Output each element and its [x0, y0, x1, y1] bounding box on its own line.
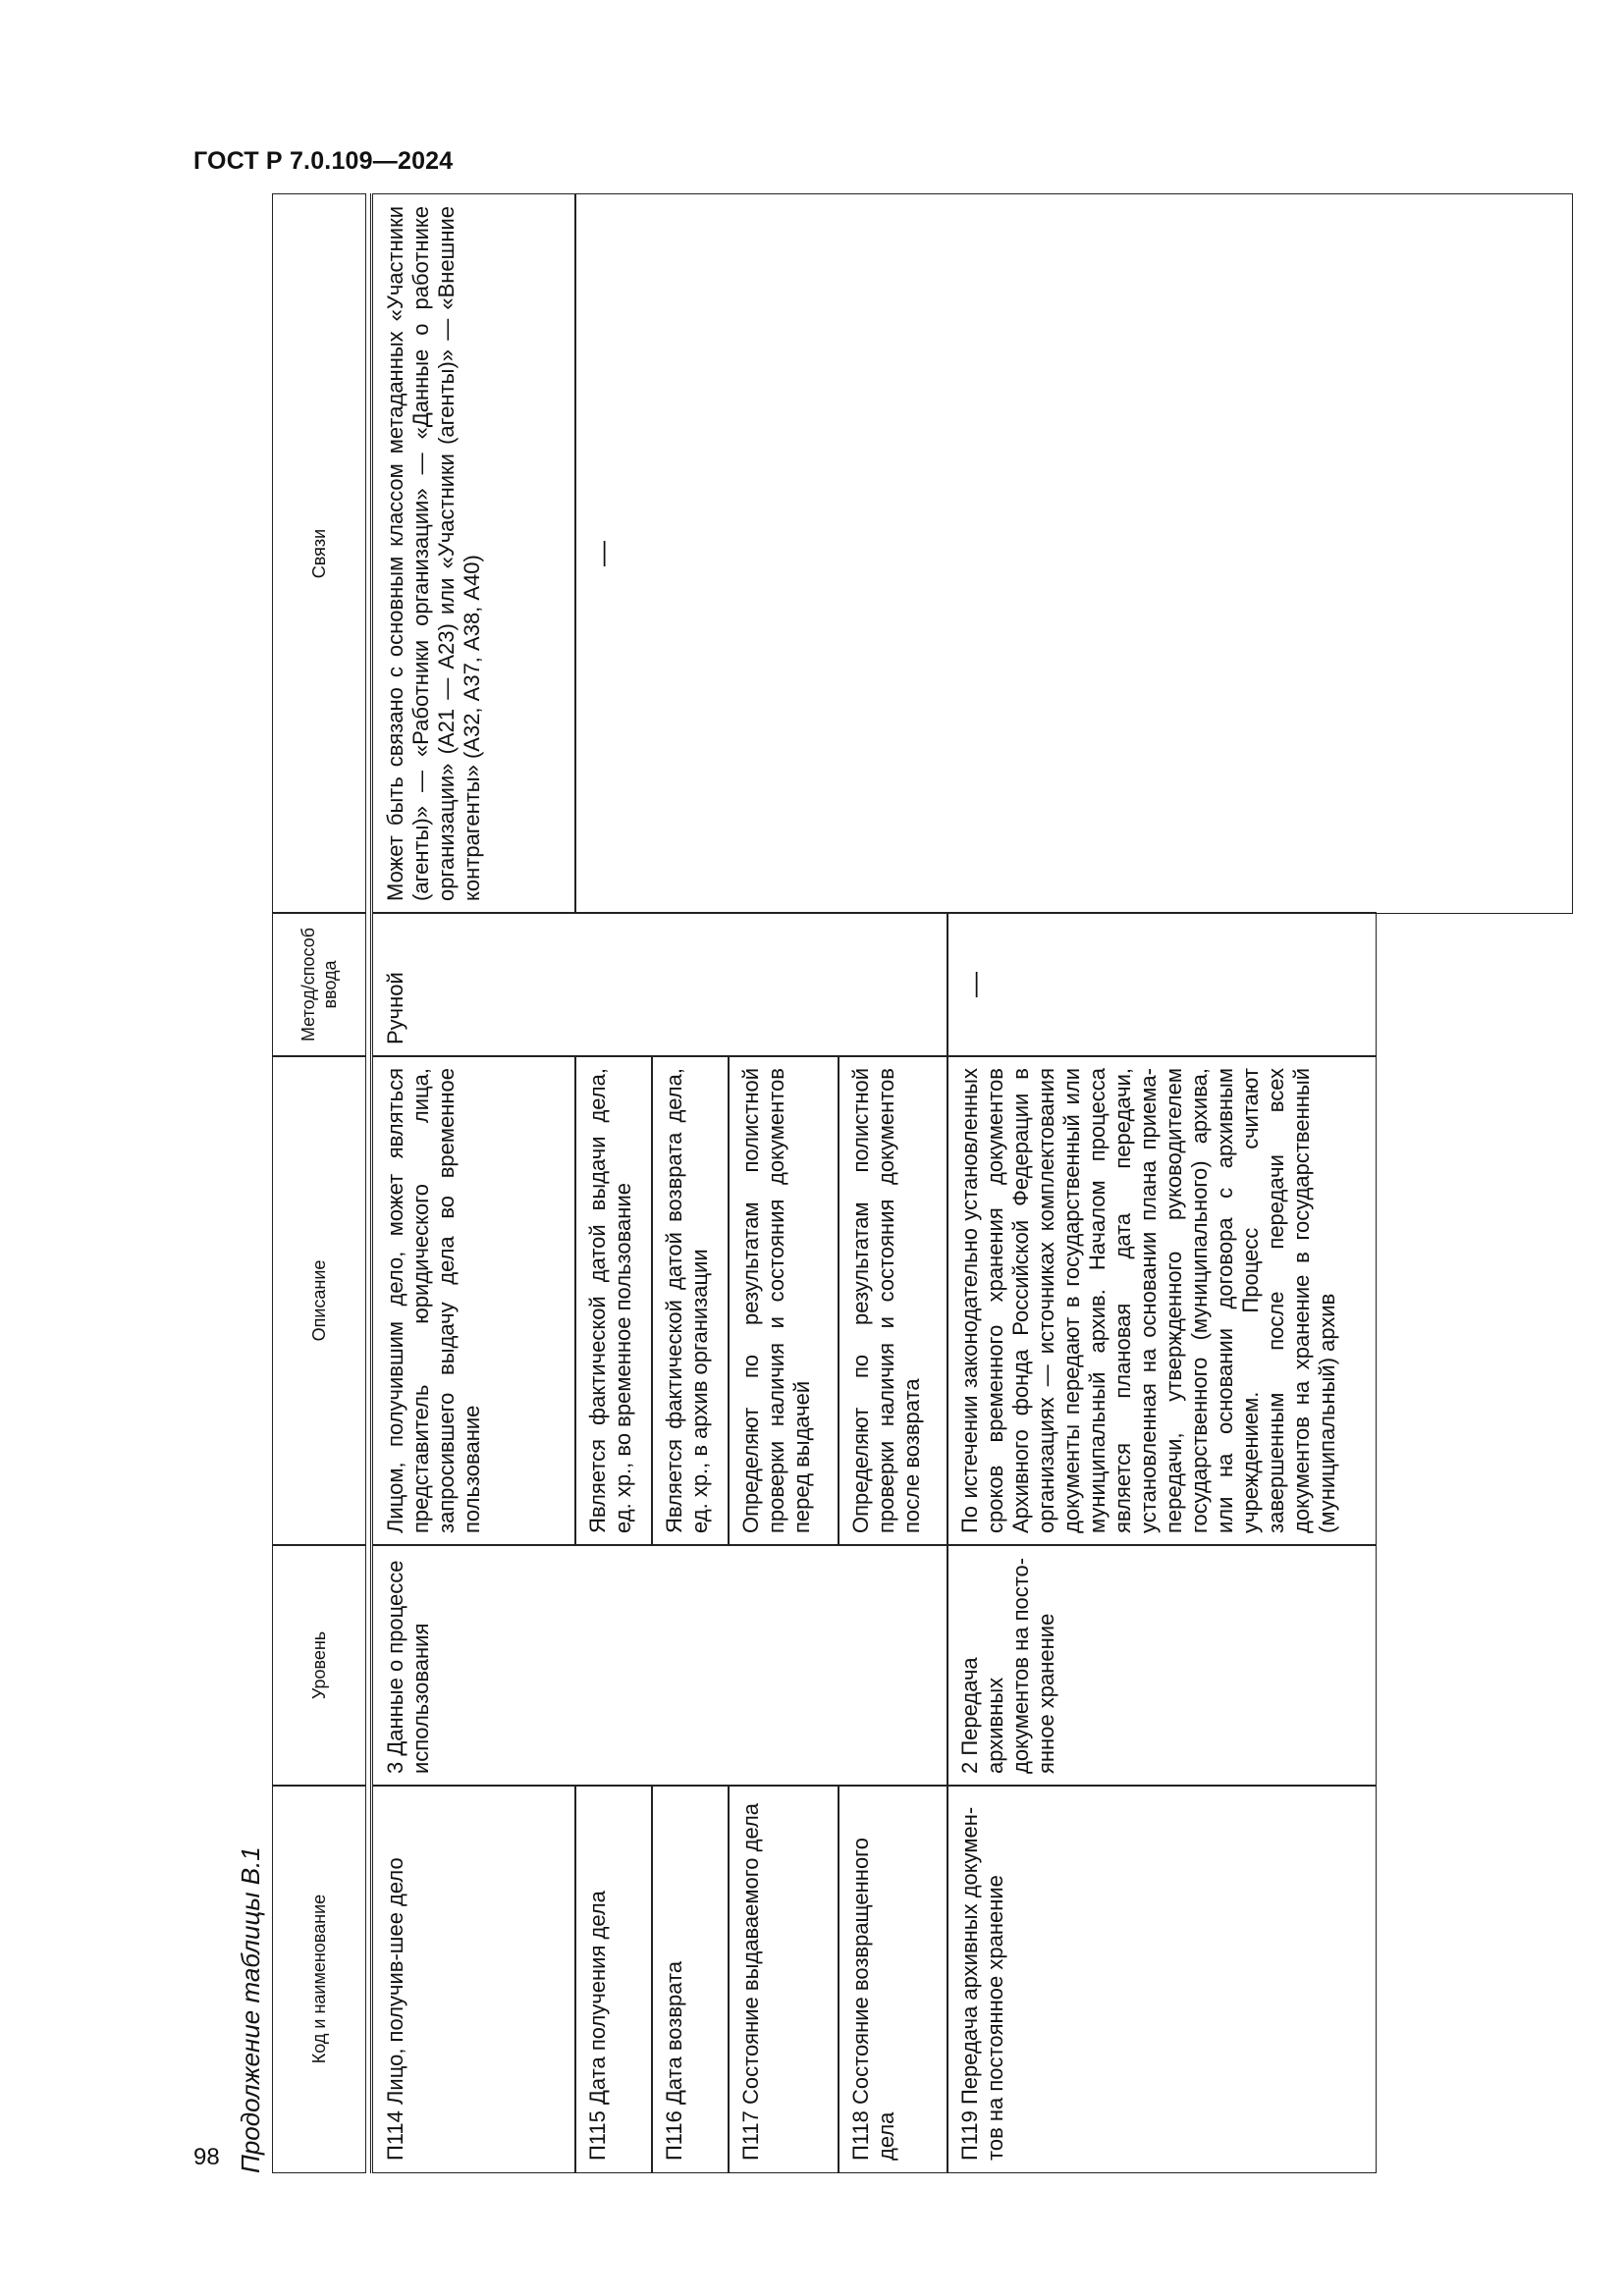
col-header-description: Описание — [272, 1055, 366, 1546]
cell-p117-code: П117 Состояние выдаваемого дела — [728, 1785, 839, 2173]
cell-links-group-2: — — [574, 193, 1573, 914]
cell-p117-description: Определяют по результатам полистной проверки наличия и состояния документов перед выдачей — [728, 1055, 839, 1546]
cell-method-group-2: — — [947, 912, 1377, 1057]
cell-p118-code: П118 Состояние возвращенного дела — [838, 1785, 948, 2173]
table — [272, 193, 1377, 2173]
col-header-links: Связи — [272, 193, 366, 914]
table-caption: Продолжение таблицы В.1 — [236, 1846, 265, 2173]
col-header-level: Уровень — [272, 1544, 366, 1787]
cell-p118-description: Определяют по результатам полистной проверки наличия и состояния документов после возврата — [838, 1055, 948, 1546]
cell-p115-code: П115 Дата получения дела — [574, 1785, 653, 2173]
cell-p114-code: П114 Лицо, получив-шее дело — [372, 1785, 576, 2173]
col-header-method: Метод/способ ввода — [272, 912, 366, 1057]
header-double-rule — [370, 193, 371, 2173]
cell-p119-description: По истечении законодательно установленных сроков временного хранения документов Архивного фонда Российской Федерации в организациях — источниках комплектования документы передают в государственный или муниципальный архив. Началом процесса является плановая дата передачи, установленная на основании плана приема-передачи, утвержденного руководителем государственного (муниципального) архива, или на основании договора с архивным учреждением. Процесс считают завершенным после передачи всех документов на хранение в государственный (муниципальный) архив — [947, 1055, 1377, 1546]
cell-p116-description: Является фактической датой возврата дела, ед. хр., в архив организации — [651, 1055, 730, 1546]
cell-p116-code: П116 Дата возврата — [651, 1785, 730, 2173]
col-header-code: Код и наименование — [272, 1785, 366, 2173]
page-number: 98 — [193, 2144, 220, 2170]
cell-method-group-1: Ручной — [372, 912, 948, 1057]
cell-level-group-3: 3 Данные о процессе использования — [372, 1544, 948, 1787]
cell-level-group-2: 2 Передача архивных документов на посто-янное хранение — [947, 1544, 1377, 1787]
cell-p115-description: Является фактической датой выдачи дела, ед. хр., во временное пользование — [574, 1055, 653, 1546]
cell-p119-code: П119 Передача архивных докумен-тов на постоянное хранение — [947, 1785, 1377, 2173]
document-code: ГОСТ Р 7.0.109—2024 — [193, 147, 454, 175]
cell-p114-links: Может быть связано с основным классом метаданных «Участники (агенты)» — «Работники организации» — «Данные о работнике организации» (А21 — А23) или «Участники (агенты)» — «Внешние контрагенты» (А32, А37, А38, А40) — [372, 193, 576, 914]
cell-p114-description: Лицом, получившим дело, может являться представитель юридического лица, запросившего выдачу дела во временное пользование — [372, 1055, 576, 1546]
rotated-table-block — [233, 193, 1377, 2173]
